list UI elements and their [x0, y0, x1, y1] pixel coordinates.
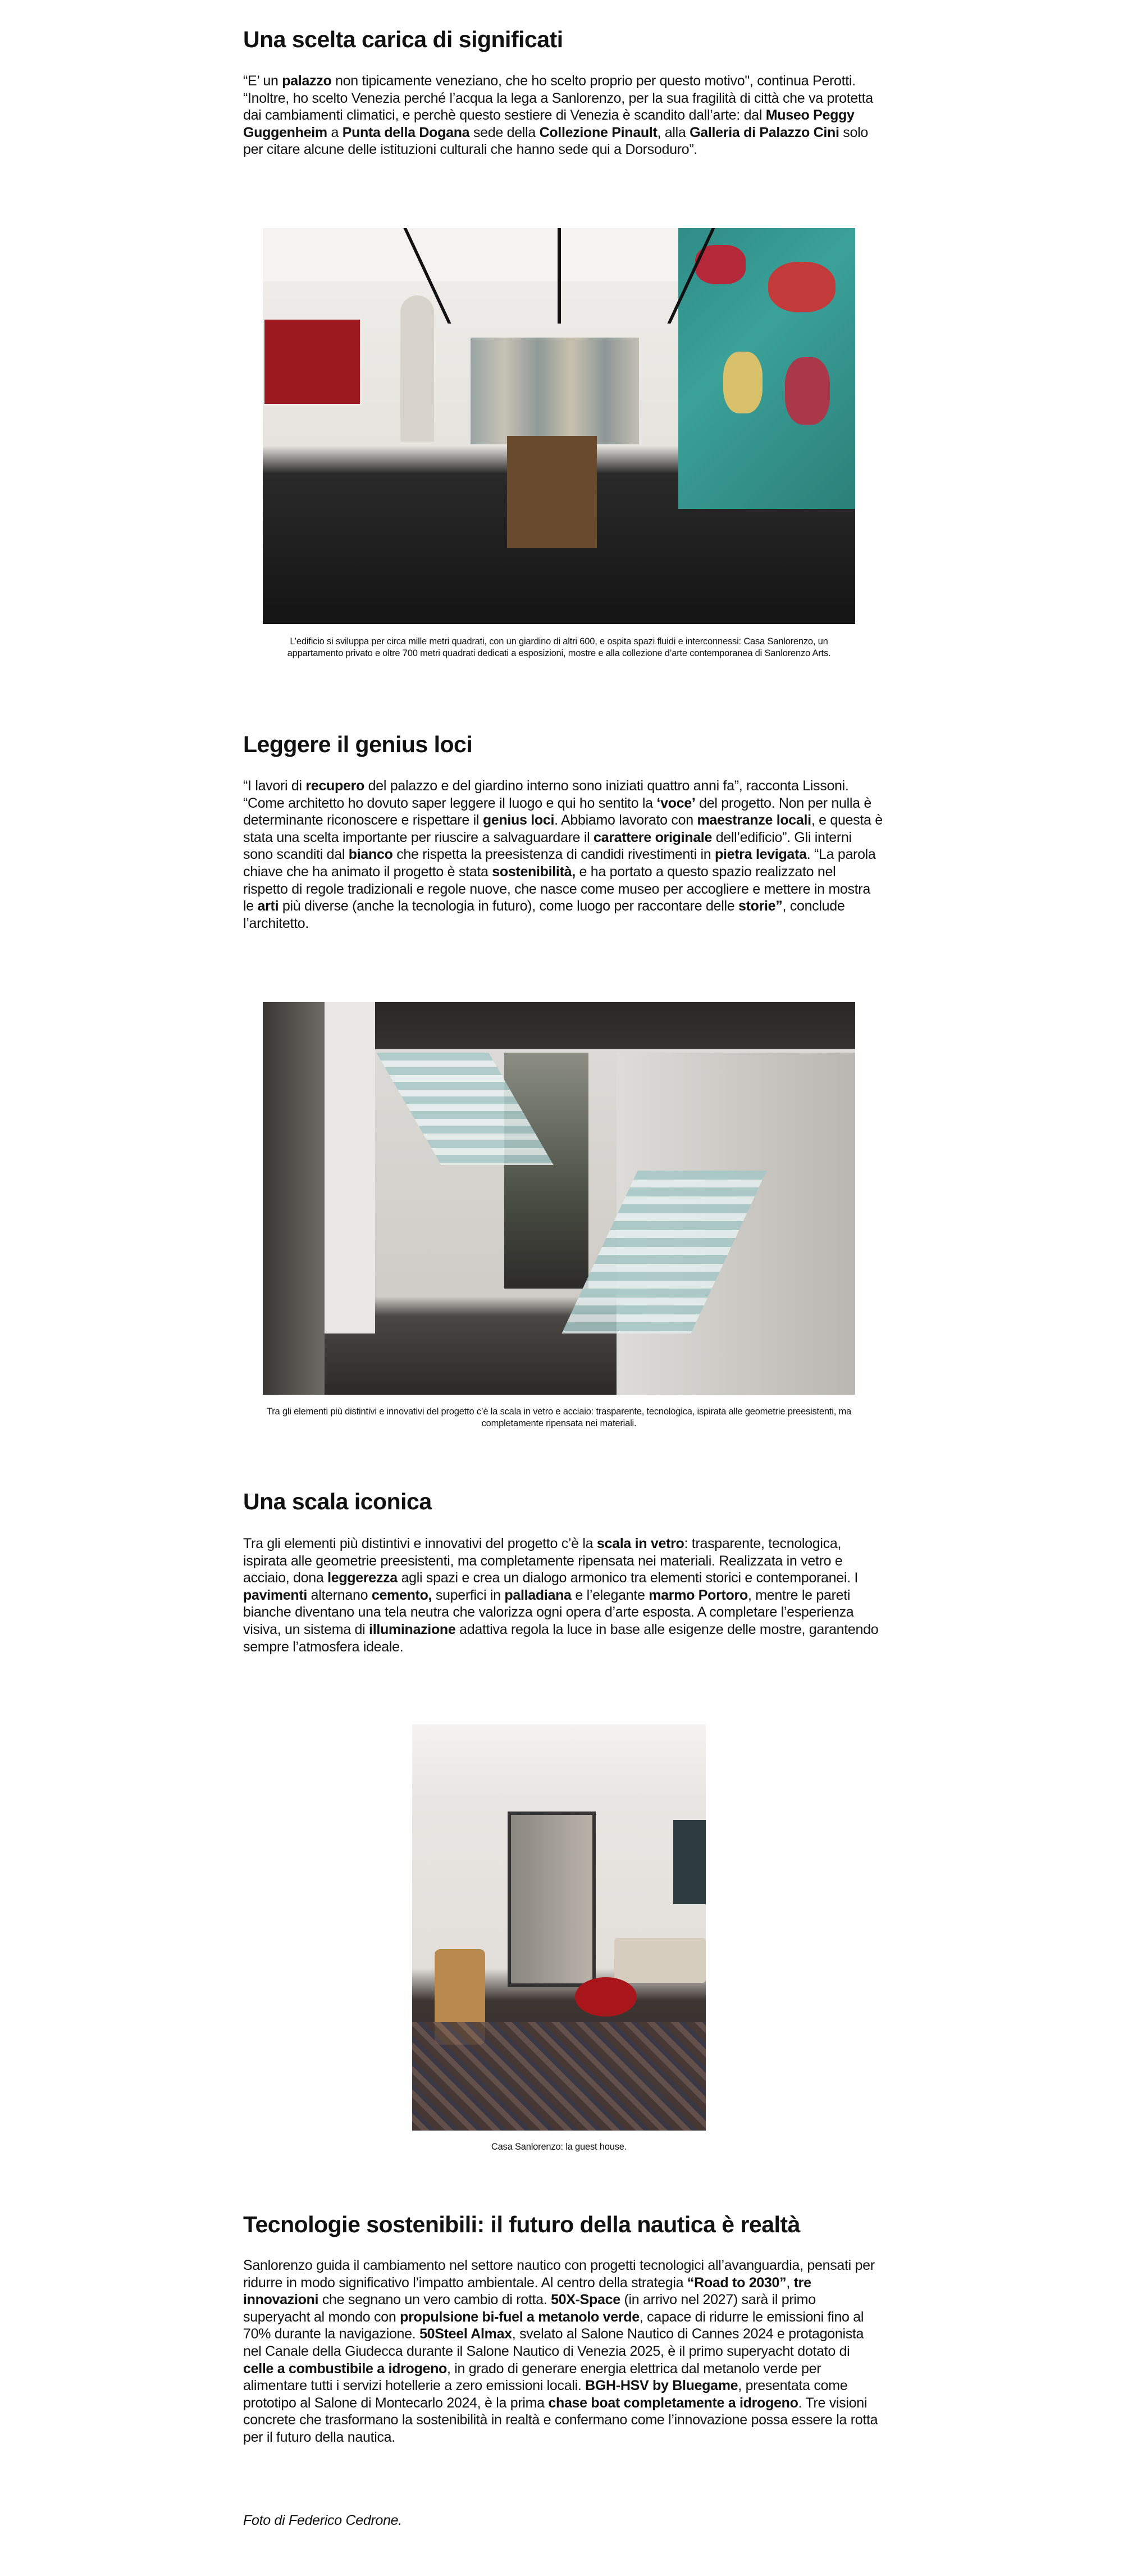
section-heading: Una scelta carica di significati [243, 26, 563, 52]
text: “E’ un [243, 73, 282, 89]
bold-text: ‘voce’ [656, 795, 696, 811]
text: adattiva regola la luce in base alle esigenze delle mostre, garantendo sempre l’atmosfera ideale. [243, 1621, 879, 1655]
text: . “La parola chiave che ha animato il progetto è stata [243, 846, 876, 880]
section-paragraph [243, 777, 883, 932]
bold-text: “Road to 2030” [687, 2274, 787, 2291]
bold-text: celle a combustibile a idrogeno [243, 2360, 448, 2377]
bold-text: Punta della Dogana [342, 124, 470, 140]
bold-text: tre innovazioni [243, 2274, 811, 2308]
text: , mentre le pareti bianche diventano una tela neutra che valorizza ogni opera d’arte esposta. A completare l’esperienza visiva, un sistema di [243, 1587, 854, 1637]
text: , in grado di generare energia elettrica dal metanolo verde per alimentare tutti i servizi hotellerie a zero emissioni locali. [243, 2360, 821, 2394]
text: del progetto. Non per nulla è determinante riconoscere e rispettare il [243, 795, 871, 829]
text: non tipicamente veneziano, che ho scelto proprio per questo motivo", continua Perotti. “Inoltre, ho scelto Venezia perché l’acqua la lega a Sanlorenzo, per la sua fragilità di città che va protetta dai cambiamenti climatici, e perchè questo sestiere di Venezia è scandito dall’arte: dal [243, 73, 873, 124]
text: e l’elegante [571, 1587, 649, 1603]
bold-text: Galleria di Palazzo Cini [690, 124, 839, 140]
text: che rispetta la preesistenza di candidi rivestimenti in [392, 846, 715, 863]
bold-text: bianco [348, 846, 393, 863]
photo-credit: Foto di Federico Cedrone. [243, 2513, 402, 2528]
section-heading: Tecnologie sostenibili: il futuro della nautica è realtà [243, 2211, 800, 2237]
bold-text: leggerezza [327, 1570, 398, 1586]
text: sede della [469, 124, 540, 140]
bold-text: Collezione Pinault [539, 124, 658, 140]
glass-staircase-photo [263, 1002, 855, 1395]
bold-text: 50X-Space [551, 2292, 620, 2308]
text: . Abbiamo lavorato con [554, 812, 697, 829]
red-artwork [263, 318, 362, 406]
text: “I lavori di [243, 778, 306, 794]
bold-text: arti [257, 898, 279, 914]
bold-text: illuminazione [369, 1621, 456, 1637]
section-paragraph [243, 2257, 883, 2446]
text: , capace di ridurre le emissioni fino al 70% durante la navigazione. [243, 2309, 864, 2342]
text: agli spazi e crea un dialogo armonico tra elementi storici e contemporanei. I [397, 1570, 859, 1586]
text: Tra gli elementi più distintivi e innovativi del progetto c’è la [243, 1536, 597, 1551]
image-caption: Tra gli elementi più distintivi e innovativi del progetto c’è la scala in vetro e acciaio: trasparente, tecnologica, ispirata alle geometrie preesistenti, ma completamente ripensata nei materiali. [266, 1407, 852, 1428]
section-heading: Leggere il genius loci [243, 731, 473, 757]
world-map-tapestry [678, 228, 855, 509]
text: e ha portato a questo spazio realizzato nel rispetto di regole tradizionali e regole nuove, che nasce come museo per accogliere e mettere in mostra le [243, 863, 870, 914]
text: , alla [657, 124, 690, 140]
bold-text: sostenibilità, [492, 863, 576, 880]
text: a [327, 124, 343, 140]
text: , [786, 2274, 794, 2291]
bold-text: chase boat completamente a idrogeno [548, 2395, 798, 2411]
bold-text: Museo Peggy Guggenheim [243, 107, 855, 140]
image-caption: L’edificio si sviluppa per circa mille metri quadrati, con un giardino di altri 600, e ospita spazi fluidi e interconnessi: Casa Sanlorenzo, un appartamento privato e oltre 700 metri quadrati dedicati a esposizioni, mostre e alla collezione d’arte contemporanea di Sanlorenzo Arts. [287, 636, 831, 658]
text: , e questa è stata una scelta importante per riuscire a salvaguardare il [243, 812, 883, 845]
section-heading: Una scala iconica [243, 1489, 432, 1514]
gallery-hall-photo [263, 228, 855, 624]
text: , svelato al Salone Nautico di Cannes 2024 e protagonista nel Canale della Giudecca durante il Salone Nautico di Venezia 2025, è il primo superyacht dotato di [243, 2326, 864, 2359]
text: Sanlorenzo guida il cambiamento nel settore nautico con progetti tecnologici all’avanguardia, pensati per ridurre in modo significativo l’impatto ambientale. Al centro della strategia [243, 2258, 875, 2291]
bold-text: BGH-HSV by Bluegame [585, 2378, 738, 2394]
text: superfici in [432, 1587, 505, 1603]
text: alternano [307, 1587, 372, 1603]
image-caption: Casa Sanlorenzo: la guest house. [491, 2142, 627, 2152]
text: . Tre visioni concrete che trasformano la sostenibilità in realtà e confermano come l’innovazione possa essere la rotta per il futuro della nautica. [243, 2395, 878, 2445]
text: che segnano un vero cambio di rotta. [318, 2292, 551, 2308]
text: , conclude l’architetto. [243, 898, 845, 931]
bold-text: 50Steel Almax [419, 2326, 512, 2342]
guest-house-photo [412, 1724, 706, 2131]
bold-text: recupero [305, 778, 365, 794]
bold-text: genius loci [482, 812, 555, 829]
bold-text: carattere originale [594, 829, 713, 845]
text: (in arrivo nel 2027) sarà il primo superyacht al mondo con [243, 2292, 816, 2325]
bold-text: pietra levigata [715, 846, 807, 863]
bold-text: maestranze locali [697, 812, 811, 829]
rug [412, 2022, 706, 2131]
section-paragraph [243, 72, 883, 158]
text: solo per citare alcune delle istituzioni culturali che hanno sede qui a Dorsoduro”. [243, 124, 868, 158]
bold-text: palazzo [282, 73, 332, 89]
text: : trasparente, tecnologica, ispirata alle geometrie preesistenti, ma completamente ripensata nei materiali. Realizzata in vetro e acciaio, dona [243, 1536, 843, 1586]
text: più diverse (anche la tecnologia in futuro), come luogo per raccontare delle [279, 898, 738, 914]
section-paragraph [243, 1535, 883, 1655]
bold-text: palladiana [504, 1587, 572, 1603]
bold-text: scala in vetro [596, 1536, 684, 1551]
bold-text: storie” [738, 898, 783, 914]
text: , presentata come prototipo al Salone di Montecarlo 2024, è la prima [243, 2378, 848, 2411]
text: del palazzo e del giardino interno sono iniziati quattro anni fa”, racconta Lissoni. “Come architetto ho dovuto saper leggere il luogo e qui ho sentito la [243, 778, 849, 811]
text: dell’edificio”. Gli interni sono scanditi dal [243, 829, 852, 863]
red-table [575, 1977, 637, 2017]
bold-text: cemento, [371, 1587, 432, 1603]
bold-text: pavimenti [243, 1587, 307, 1603]
bold-text: propulsione bi-fuel a metanolo verde [400, 2309, 640, 2325]
bold-text: marmo Portoro [649, 1587, 748, 1603]
